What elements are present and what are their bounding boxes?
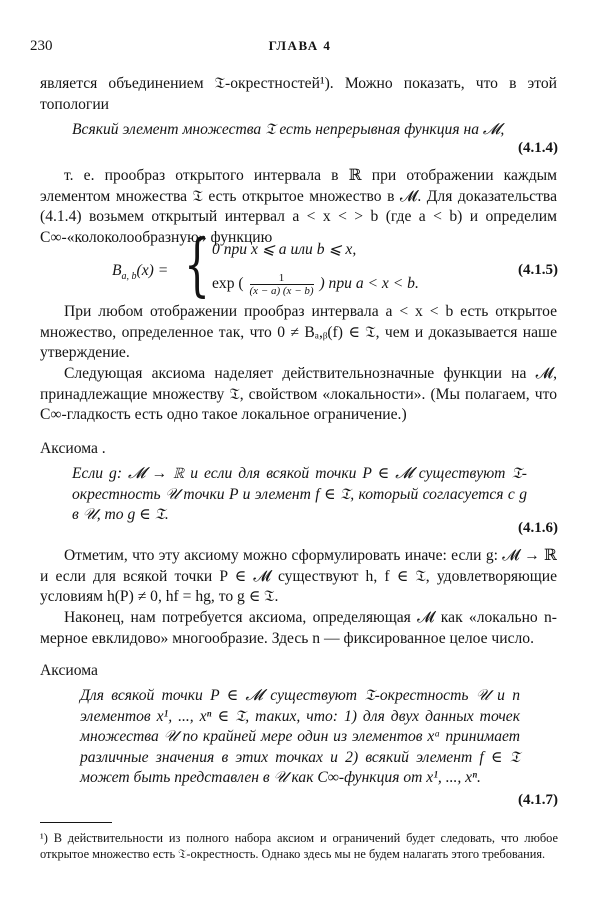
axiom-heading-1: Аксиома . <box>40 440 106 457</box>
equation-number-4-1-5: (4.1.5) <box>518 262 558 278</box>
formula-case-exp: exp ( $\frac{1}{(x - a) (x - b)}$ ) при a < x < b. <box>212 272 419 297</box>
paragraph-locality: Следующая аксиома наделяет действительнозначные функции на 𝓜, принадлежащие множеству 𝔗, свойством «локальности». (Мы полагаем, что C∞-гладкость есть одно такое локальное ограничение.) <box>40 365 557 423</box>
bump-function-formula <box>112 226 442 305</box>
equation-number-4-1-4: (4.1.4) <box>518 140 558 156</box>
fraction: $\frac{1}{(x - a) (x - b)}$ <box>249 272 314 297</box>
chapter-header: ГЛАВА 4 <box>268 38 332 53</box>
paragraph-any-mapping: При любом отображении прообраз интервала a < x < b есть открытое множество, определенное так, что 0 ≠ Bₐ,ᵦ(f) ∈ 𝔗, чем и доказывается наше утверждение. <box>40 303 557 361</box>
axiom-heading-2: Аксиома <box>40 662 98 679</box>
paragraph-reformulate: Отметим, что эту аксиому можно сформулировать иначе: если g: 𝓜 → ℝ и если для всякой точки P ∈ 𝓜 существуют h, f ∈ 𝔗, удовлетворяющие условиям h(P) ≠ 0, hf = hg, то g ∈ 𝔗. <box>40 547 557 605</box>
equation-number-4-1-7: (4.1.7) <box>518 792 558 808</box>
paragraph-topology: является объединением 𝔗-окрестностей¹). Можно показать, что в этой топологии <box>40 75 557 113</box>
page-number: 230 <box>30 38 53 54</box>
paragraph-preimage: т. е. прообраз открытого интервала в ℝ при отображении каждым элементом множества 𝔗 есть открытое множество в 𝓜. Для доказательства (4.1.4) возьмем открытый интервал a < x < > b (где a < b) и определим C∞-«колоколообразную» функцию <box>40 167 557 246</box>
formula-lhs: $B_{a, b}(x)$ = <box>112 262 169 283</box>
equation-number-4-1-6: (4.1.6) <box>518 520 558 536</box>
axiom-2-text: Для всякой точки P ∈ 𝓜 существуют 𝔗-окрестность 𝒰 и n элементов x¹, ..., xⁿ ∈ 𝔗, таких, что: 1) для двух данных точек множества 𝒰 по крайней мере один из элементов xᵃ принимает различные значения в этих точках и 2) всякий элемент f ∈ 𝔗 может быть представлен в 𝒰 как C∞-функция от x¹, ..., xⁿ. <box>80 687 520 786</box>
statement-4-1-4: Всякий элемент множества 𝔗 есть непрерывная функция на 𝓜, <box>72 121 505 138</box>
footnote: ¹) В действительности из полного набора аксиом и ограничений будет следовать, что любое открытое множество есть 𝔗-окрестность. Однако здесь мы не будем налагать этого требования. <box>40 831 558 861</box>
axiom-1-text: Если g: 𝓜 → ℝ и если для всякой точки P ∈ 𝓜 существуют 𝔗-окрестность 𝒰 точки P и элемент f ∈ 𝔗, который согласуется с g в 𝒰, то g ∈ 𝔗. <box>72 465 527 523</box>
left-brace: { <box>184 226 210 305</box>
formula-case-zero: 0 при x ⩽ a или b ⩽ x, <box>212 241 357 258</box>
footnote-rule <box>40 822 112 823</box>
paragraph-finally: Наконец, нам потребуется аксиома, определяющая 𝓜 как «локально n-мерное евклидово» многообразие. Здесь n — фиксированное целое число. <box>40 609 557 647</box>
